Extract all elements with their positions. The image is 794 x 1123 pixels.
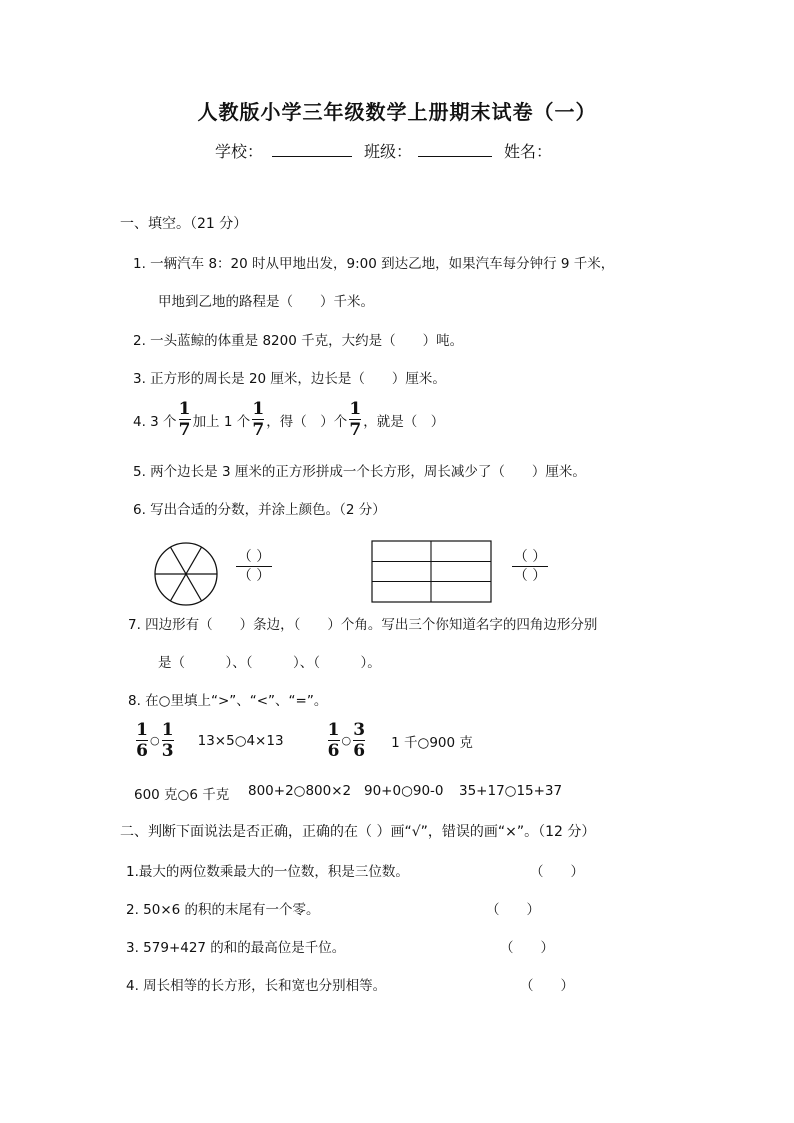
compare-expression-5[interactable]: 90+0○90-0: [364, 783, 444, 799]
fraction-one-third: $\frac{1}{3}$: [161, 720, 174, 761]
question-8: 8. 在○里填上“>”、“<”、“=”。: [128, 693, 328, 709]
judge-answer-3[interactable]: （ ）: [500, 940, 554, 956]
name-label: 姓名：: [504, 142, 553, 161]
fraction-one-seventh: $\frac{1}{7}$: [178, 399, 191, 440]
compare-expression-1[interactable]: 13×5○4×13: [197, 732, 284, 749]
class-label: 班级：: [364, 142, 413, 161]
q4-text-c: ，得（ ）个: [266, 413, 348, 430]
section2-heading: 二、判断下面说法是否正确，正确的在（ ）画“√”，错误的画“×”。（12 分）: [120, 824, 596, 840]
judge-answer-4[interactable]: （ ）: [520, 978, 574, 994]
question-1-line1: 1. 一辆汽车 8：20 时从甲地出发，9:00 到达乙地，如果汽车每分钟行 9 千米，: [133, 256, 615, 272]
compare-expression-6[interactable]: 35+17○15+37: [459, 783, 563, 799]
question-3: 3. 正方形的周长是 20 厘米，边长是（ ）厘米。: [133, 371, 446, 387]
divided-circle-figure[interactable]: [150, 538, 222, 610]
judge-item-4: 4. 周长相等的长方形，长和宽也分别相等。: [126, 978, 387, 994]
question-1-line2: 甲地到乙地的路程是（ ）千米。: [158, 294, 374, 310]
q4-text-a: 4. 3 个: [133, 413, 177, 430]
school-label: 学校：: [215, 142, 264, 161]
question-2: 2. 一头蓝鲸的体重是 8200 千克，大约是（ ）吨。: [133, 333, 464, 349]
question-7-line2: 是（ ）、（ ）、（ ）。: [158, 655, 381, 671]
question-4: [133, 400, 444, 439]
judge-answer-1[interactable]: （ ）: [530, 864, 584, 880]
q4-text-b: 加上 1 个: [192, 413, 251, 430]
question-8-row1: [134, 721, 473, 760]
question-5: 5. 两个边长是 3 厘米的正方形拼成一个长方形，周长减少了（ ）厘米。: [133, 464, 586, 480]
fraction-one-sixth: $\frac{1}{6}$: [327, 720, 340, 761]
question-7-line1: 7. 四边形有（ ）条边，（ ）个角。写出三个你知道名字的四角边形分别: [128, 617, 598, 633]
class-blank[interactable]: [418, 142, 492, 157]
judge-item-1: 1.最大的两位数乘最大的一位数，积是三位数。: [126, 864, 409, 880]
q4-text-d: ，就是（ ）: [363, 413, 445, 430]
section1-heading: 一、填空。（21 分）: [120, 216, 248, 232]
judge-item-3: 3. 579+427 的和的最高位是千位。: [126, 940, 346, 956]
school-blank[interactable]: [272, 142, 352, 157]
compare-circle[interactable]: ○: [341, 734, 352, 747]
fraction-one-seventh: $\frac{1}{7}$: [252, 399, 265, 440]
fraction-three-sixths: $\frac{3}{6}$: [353, 720, 366, 761]
compare-expression-2[interactable]: 1 千○900 克: [391, 734, 473, 751]
compare-circle[interactable]: ○: [150, 734, 160, 747]
fraction-one-sixth: $\frac{1}{6}$: [136, 720, 148, 761]
divided-rectangle-figure[interactable]: [371, 540, 493, 604]
page-title: 人教版小学三年级数学上册期末试卷（一）: [197, 100, 597, 124]
question-6: 6. 写出合适的分数，并涂上颜色。（2 分）: [133, 502, 386, 518]
compare-expression-3[interactable]: 600 克○6 千克: [134, 787, 230, 803]
compare-expression-4[interactable]: 800+2○800×2: [248, 783, 352, 799]
fraction-one-seventh: $\frac{1}{7}$: [349, 399, 362, 440]
circle-answer-fraction[interactable]: （ ） （ ）: [237, 549, 271, 584]
judge-item-2: 2. 50×6 的积的末尾有一个零。: [126, 902, 320, 918]
rectangle-answer-fraction[interactable]: （ ） （ ）: [513, 549, 547, 584]
judge-answer-2[interactable]: （ ）: [486, 902, 540, 918]
